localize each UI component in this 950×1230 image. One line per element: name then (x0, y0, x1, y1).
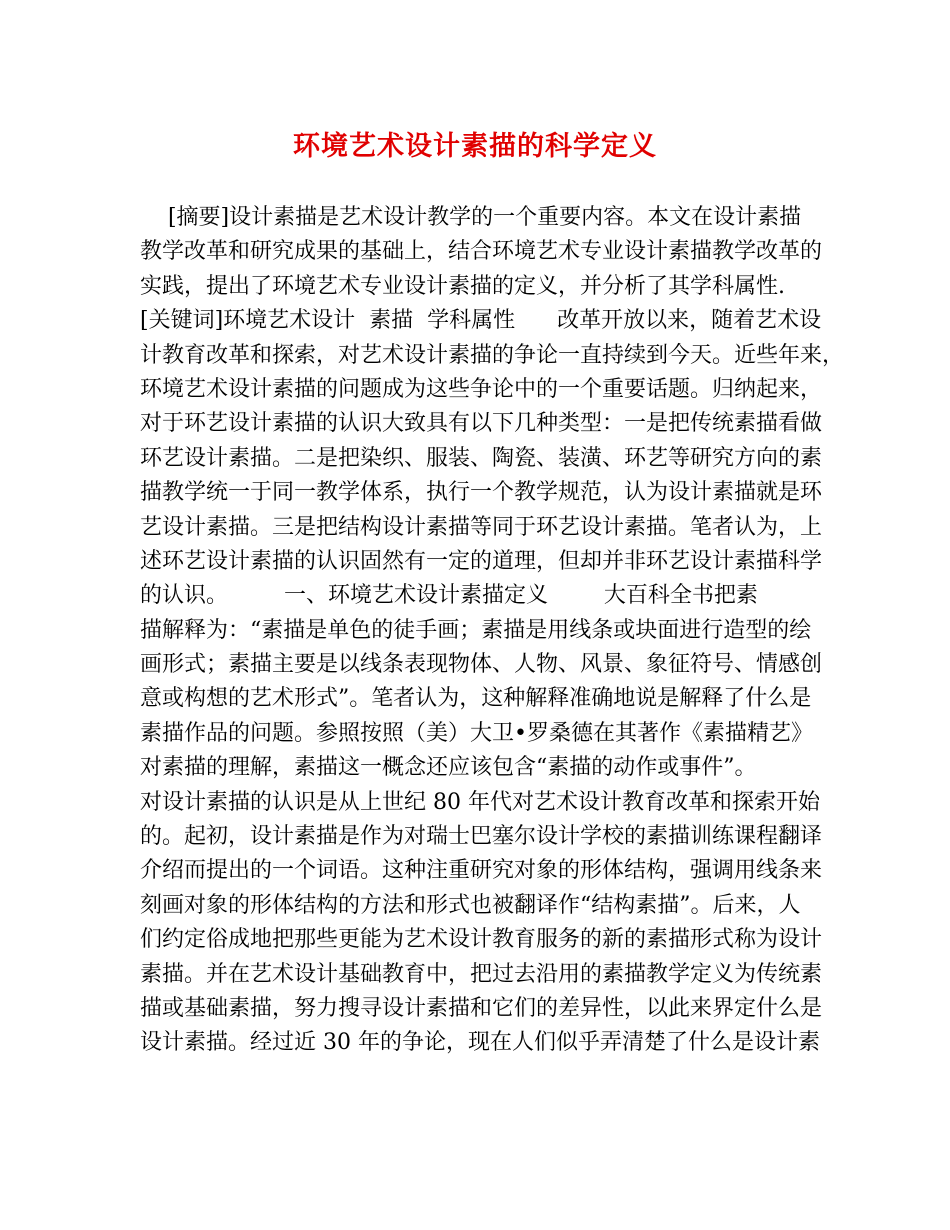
body-line: 意或构想的艺术形式”。笔者认为，这种解释准确地说是解释了什么是 (140, 686, 812, 712)
document-body (140, 201, 845, 1061)
body-line: 画形式；素描主要是以线条表现物体、人物、风景、象征符号、情感创 (140, 652, 823, 678)
body-line: 对于环艺设计素描的认识大致具有以下几种类型：一是把传统素描看做 (140, 411, 823, 437)
body-line: 刻画对象的形体结构的方法和形式也被翻译作“结构素描”。后来，人 (140, 892, 801, 918)
body-line: 的认识。 一、环境艺术设计素描定义 大百科全书把素 (140, 583, 758, 609)
body-line: 实践，提出了环境艺术专业设计素描的定义，并分析了其学科属性. (140, 273, 785, 299)
document-title: 环境艺术设计素描的科学定义 (293, 131, 657, 162)
body-line: 描或基础素描，努力搜寻设计素描和它们的差异性，以此来界定什么是 (140, 995, 823, 1021)
body-line: [摘要]设计素描是艺术设计教学的一个重要内容。本文在设计素描 (140, 205, 802, 230)
body-line: 描教学统一于同一教学体系，执行一个教学规范，认为设计素描就是环 (140, 480, 823, 506)
body-line: 环境艺术设计素描的问题成为这些争论中的一个重要话题。归纳起来， (140, 376, 823, 402)
body-line: 介绍而提出的一个词语。这种注重研究对象的形体结构，强调用线条来 (140, 858, 823, 884)
body-line: 对素描的理解，素描这一概念还应该包含“素描的动作或事件”。 (140, 755, 757, 781)
body-line: 素描作品的问题。参照按照（美）大卫•罗桑德在其著作《素描精艺》 (140, 720, 813, 746)
body-line: [关键词]环境艺术设计 素描 学科属性 改革开放以来，随着艺术设 (140, 308, 822, 334)
body-line: 述环艺设计素描的认识固然有一定的道理，但却并非环艺设计素描科学 (140, 548, 823, 574)
body-line: 计教育改革和探索，对艺术设计素描的争论一直持续到今天。近些年来， (140, 342, 845, 368)
body-line: 素描。并在艺术设计基础教育中，把过去沿用的素描教学定义为传统素 (140, 961, 823, 987)
body-line: 艺设计素描。三是把结构设计素描等同于环艺设计素描。笔者认为，上 (140, 514, 823, 540)
body-line: 环艺设计素描。二是把染织、服装、陶瓷、装潢、环艺等研究方向的素 (140, 445, 823, 471)
body-line: 的。起初，设计素描是作为对瑞士巴塞尔设计学校的素描训练课程翻译 (140, 824, 823, 850)
body-line: 设计素描。经过近 30 年的争论，现在人们似乎弄清楚了什么是设计素 (140, 1030, 820, 1056)
body-line: 对设计素描的认识是从上世纪 80 年代对艺术设计教育改革和探索开始 (140, 789, 820, 815)
body-line: 描解释为：“素描是单色的徒手画；素描是用线条或块面进行造型的绘 (140, 617, 812, 643)
body-line: 教学改革和研究成果的基础上，结合环境艺术专业设计素描教学改革的 (140, 239, 823, 265)
body-line: 们约定俗成地把那些更能为艺术设计教育服务的新的素描形式称为设计 (140, 927, 823, 953)
